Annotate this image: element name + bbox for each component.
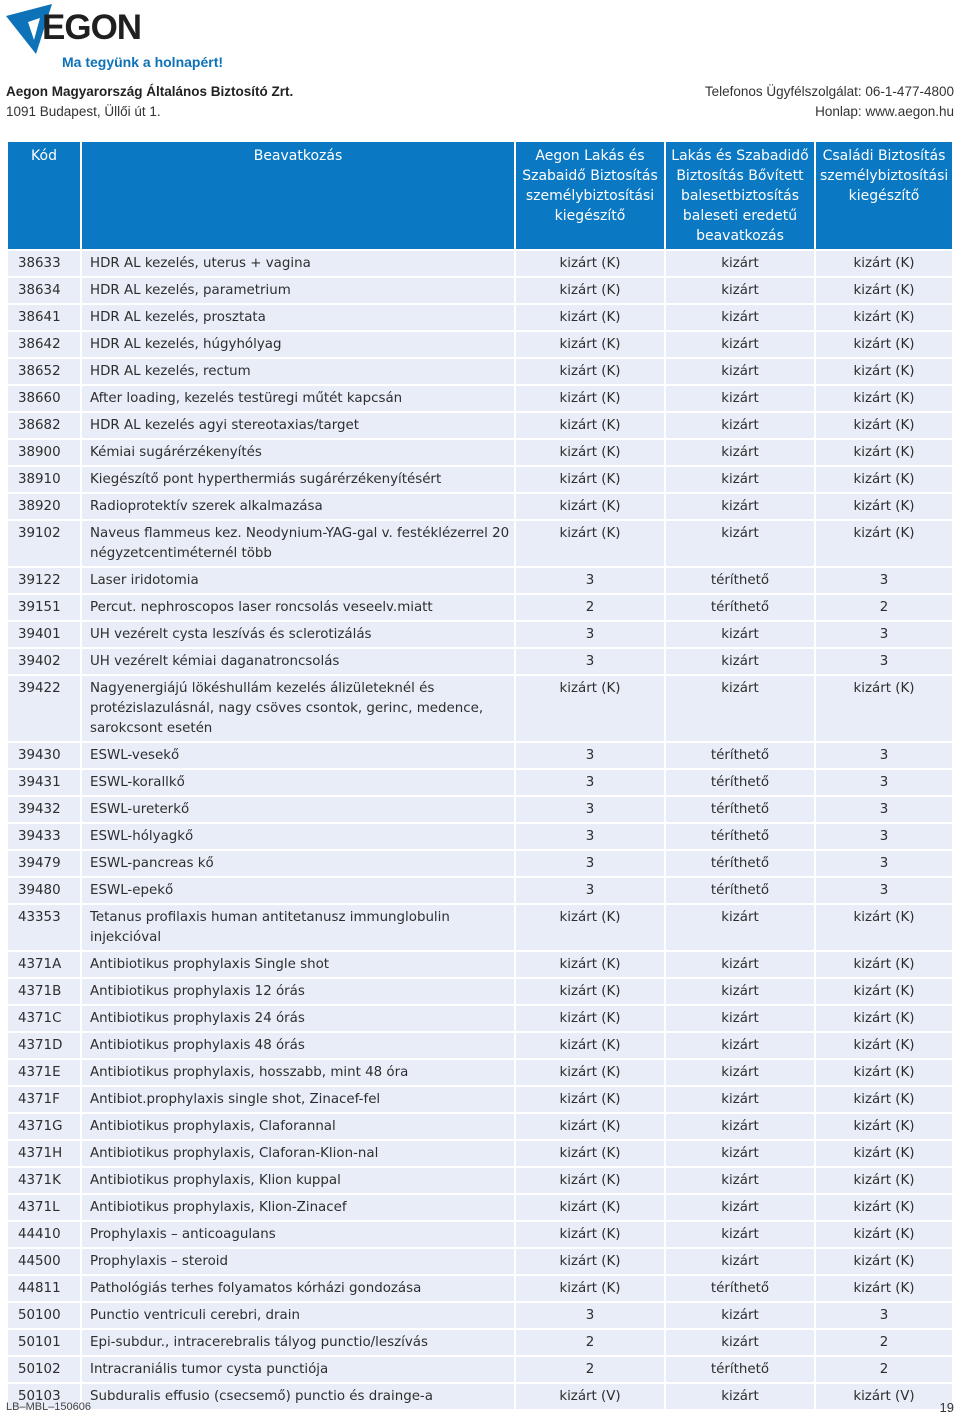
row-procedure: ESWL-ureterkő bbox=[82, 797, 514, 822]
row-col-c: kizárt (K) bbox=[816, 952, 952, 977]
row-col-b: kizárt bbox=[666, 952, 814, 977]
row-col-a: kizárt (K) bbox=[516, 1249, 664, 1274]
table-row bbox=[8, 979, 952, 1004]
row-code: 39433 bbox=[8, 824, 80, 849]
row-code: 39102 bbox=[8, 521, 80, 566]
document-code: LB–MBL–150606 bbox=[6, 1401, 92, 1413]
table-row bbox=[8, 1114, 952, 1139]
row-procedure: ESWL-hólyagkő bbox=[82, 824, 514, 849]
row-code: 4371D bbox=[8, 1033, 80, 1058]
table-row bbox=[8, 568, 952, 593]
row-procedure: Radioprotektív szerek alkalmazása bbox=[82, 494, 514, 519]
row-col-c: kizárt (K) bbox=[816, 1141, 952, 1166]
row-col-a: kizárt (K) bbox=[516, 521, 664, 566]
table-row bbox=[8, 1357, 952, 1382]
row-col-b: kizárt bbox=[666, 1141, 814, 1166]
table-row bbox=[8, 622, 952, 647]
company-info bbox=[6, 82, 293, 122]
row-col-a: kizárt (K) bbox=[516, 1141, 664, 1166]
table-row bbox=[8, 595, 952, 620]
row-procedure: Tetanus profilaxis human antitetanusz immunglobulin injekcióval bbox=[82, 905, 514, 950]
contact-phone: Telefonos Ügyfélszolgálat: 06-1-477-4800 bbox=[704, 84, 954, 99]
row-col-c: kizárt (K) bbox=[816, 1222, 952, 1247]
row-code: 50100 bbox=[8, 1303, 80, 1328]
row-procedure: HDR AL kezelés, uterus + vagina bbox=[82, 251, 514, 276]
row-col-c: 3 bbox=[816, 797, 952, 822]
row-col-c: 3 bbox=[816, 824, 952, 849]
table-row bbox=[8, 649, 952, 674]
row-code: 4371H bbox=[8, 1141, 80, 1166]
row-procedure: HDR AL kezelés, húgyhólyag bbox=[82, 332, 514, 357]
row-procedure: Prophylaxis – anticoagulans bbox=[82, 1222, 514, 1247]
row-col-b: kizárt bbox=[666, 1384, 814, 1409]
row-col-b: kizárt bbox=[666, 1249, 814, 1274]
row-col-c: 2 bbox=[816, 1330, 952, 1355]
table-row bbox=[8, 851, 952, 876]
header-col-a: Aegon Lakás és Szabaidő Biztosítás személybiztosítási kiegészítő bbox=[516, 142, 664, 249]
row-col-b: kizárt bbox=[666, 1330, 814, 1355]
row-code: 39151 bbox=[8, 595, 80, 620]
row-procedure: ESWL-korallkő bbox=[82, 770, 514, 795]
row-col-c: kizárt (K) bbox=[816, 979, 952, 1004]
row-code: 50101 bbox=[8, 1330, 80, 1355]
row-col-a: kizárt (K) bbox=[516, 1276, 664, 1301]
table-row bbox=[8, 1276, 952, 1301]
row-procedure: Intracraniális tumor cysta punctiója bbox=[82, 1357, 514, 1382]
header-code: Kód bbox=[8, 142, 80, 249]
row-col-a: 3 bbox=[516, 649, 664, 674]
row-col-a: kizárt (K) bbox=[516, 332, 664, 357]
table-row bbox=[8, 1384, 952, 1409]
row-procedure: ESWL-epekő bbox=[82, 878, 514, 903]
table-row bbox=[8, 1303, 952, 1328]
row-procedure: Antibiotikus prophylaxis, Klion kuppal bbox=[82, 1168, 514, 1193]
row-col-a: 3 bbox=[516, 770, 664, 795]
row-code: 38652 bbox=[8, 359, 80, 384]
row-procedure: Nagyenergiájú lökéshullám kezelés álizületeknél és protézislazulásnál, nagy csöves csontok, gerinc, medence, sarokcsont esetén bbox=[82, 676, 514, 741]
company-name: Aegon Magyarország Általános Biztosító Zrt. bbox=[6, 84, 294, 99]
table-row bbox=[8, 1006, 952, 1031]
table-row bbox=[8, 905, 952, 950]
header-col-c: Családi Biztosítás személybiztosítási kiegészítő bbox=[816, 142, 952, 249]
row-code: 39402 bbox=[8, 649, 80, 674]
row-col-b: téríthető bbox=[666, 1276, 814, 1301]
table-row bbox=[8, 413, 952, 438]
row-col-b: kizárt bbox=[666, 440, 814, 465]
row-code: 38682 bbox=[8, 413, 80, 438]
row-code: 39430 bbox=[8, 743, 80, 768]
row-col-b: téríthető bbox=[666, 595, 814, 620]
row-code: 4371A bbox=[8, 952, 80, 977]
row-col-a: kizárt (K) bbox=[516, 1087, 664, 1112]
row-col-b: kizárt bbox=[666, 386, 814, 411]
row-col-c: 3 bbox=[816, 568, 952, 593]
row-col-a: 2 bbox=[516, 1357, 664, 1382]
row-col-c: 2 bbox=[816, 1357, 952, 1382]
row-col-b: kizárt bbox=[666, 1114, 814, 1139]
row-procedure: Antibiot.prophylaxis single shot, Zinacef-fel bbox=[82, 1087, 514, 1112]
table-row bbox=[8, 952, 952, 977]
row-code: 38920 bbox=[8, 494, 80, 519]
row-col-b: kizárt bbox=[666, 521, 814, 566]
row-col-b: kizárt bbox=[666, 1222, 814, 1247]
row-col-c: 3 bbox=[816, 622, 952, 647]
row-col-c: kizárt (K) bbox=[816, 1276, 952, 1301]
table-row bbox=[8, 824, 952, 849]
row-code: 50103 bbox=[8, 1384, 80, 1409]
row-procedure: Pathológiás terhes folyamatos kórházi gondozása bbox=[82, 1276, 514, 1301]
table-row bbox=[8, 278, 952, 303]
row-code: 43353 bbox=[8, 905, 80, 950]
row-col-b: kizárt bbox=[666, 278, 814, 303]
table-row bbox=[8, 494, 952, 519]
row-col-b: kizárt bbox=[666, 467, 814, 492]
row-col-a: 3 bbox=[516, 824, 664, 849]
row-col-b: kizárt bbox=[666, 649, 814, 674]
table-row bbox=[8, 251, 952, 276]
row-col-c: kizárt (K) bbox=[816, 1168, 952, 1193]
row-col-c: kizárt (K) bbox=[816, 1087, 952, 1112]
table-row bbox=[8, 1222, 952, 1247]
row-col-c: kizárt (K) bbox=[816, 413, 952, 438]
row-col-a: 3 bbox=[516, 851, 664, 876]
table-row bbox=[8, 305, 952, 330]
table-row bbox=[8, 1033, 952, 1058]
row-col-a: kizárt (K) bbox=[516, 676, 664, 741]
row-code: 39431 bbox=[8, 770, 80, 795]
row-col-c: kizárt (K) bbox=[816, 1060, 952, 1085]
table-row bbox=[8, 770, 952, 795]
row-col-b: téríthető bbox=[666, 568, 814, 593]
row-col-a: 3 bbox=[516, 622, 664, 647]
row-col-c: kizárt (K) bbox=[816, 278, 952, 303]
row-col-a: 3 bbox=[516, 1303, 664, 1328]
logo-slogan: Ma tegyünk a holnapért! bbox=[62, 54, 224, 70]
table-row bbox=[8, 1168, 952, 1193]
row-procedure: Antibiotikus prophylaxis 12 órás bbox=[82, 979, 514, 1004]
row-code: 39122 bbox=[8, 568, 80, 593]
row-col-c: kizárt (K) bbox=[816, 359, 952, 384]
row-col-c: kizárt (K) bbox=[816, 1114, 952, 1139]
row-code: 4371F bbox=[8, 1087, 80, 1112]
row-col-c: kizárt (K) bbox=[816, 332, 952, 357]
contact-web: Honlap: www.aegon.hu bbox=[815, 104, 954, 119]
row-procedure: Punctio ventriculi cerebri, drain bbox=[82, 1303, 514, 1328]
row-procedure: ESWL-pancreas kő bbox=[82, 851, 514, 876]
row-col-a: kizárt (K) bbox=[516, 467, 664, 492]
row-col-b: kizárt bbox=[666, 251, 814, 276]
row-col-b: kizárt bbox=[666, 359, 814, 384]
header-col-b: Lakás és Szabadidő Biztosítás Bővített balesetbiztosítás baleseti eredetű beavatkozás bbox=[666, 142, 814, 249]
contact-info bbox=[705, 82, 954, 122]
row-col-c: 3 bbox=[816, 851, 952, 876]
table-row bbox=[8, 743, 952, 768]
row-code: 44811 bbox=[8, 1276, 80, 1301]
table-row bbox=[8, 1195, 952, 1220]
row-procedure: Antibiotikus prophylaxis Single shot bbox=[82, 952, 514, 977]
row-col-b: kizárt bbox=[666, 1060, 814, 1085]
row-col-c: kizárt (K) bbox=[816, 467, 952, 492]
row-procedure: HDR AL kezelés, parametrium bbox=[82, 278, 514, 303]
row-procedure: Antibiotikus prophylaxis, Klion-Zinacef bbox=[82, 1195, 514, 1220]
table-body bbox=[8, 251, 952, 1409]
row-procedure: UH vezérelt cysta leszívás és sclerotizálás bbox=[82, 622, 514, 647]
aegon-logo bbox=[6, 4, 236, 70]
row-col-a: kizárt (K) bbox=[516, 1114, 664, 1139]
row-code: 4371L bbox=[8, 1195, 80, 1220]
row-procedure: Kémiai sugárérzékenyítés bbox=[82, 440, 514, 465]
row-code: 38633 bbox=[8, 251, 80, 276]
row-code: 39480 bbox=[8, 878, 80, 903]
row-col-a: kizárt (K) bbox=[516, 278, 664, 303]
row-procedure: Prophylaxis – steroid bbox=[82, 1249, 514, 1274]
row-code: 38642 bbox=[8, 332, 80, 357]
row-col-b: kizárt bbox=[666, 1033, 814, 1058]
row-col-c: kizárt (K) bbox=[816, 1249, 952, 1274]
row-col-b: téríthető bbox=[666, 824, 814, 849]
table-header-row bbox=[8, 142, 952, 249]
table-row bbox=[8, 386, 952, 411]
row-col-c: kizárt (K) bbox=[816, 1195, 952, 1220]
row-procedure: Kiegészítő pont hyperthermiás sugárérzékenyítésért bbox=[82, 467, 514, 492]
row-col-c: kizárt (K) bbox=[816, 386, 952, 411]
row-col-b: kizárt bbox=[666, 979, 814, 1004]
row-col-a: kizárt (K) bbox=[516, 1060, 664, 1085]
row-col-a: kizárt (K) bbox=[516, 386, 664, 411]
table-row bbox=[8, 332, 952, 357]
table-row bbox=[8, 1087, 952, 1112]
row-code: 38910 bbox=[8, 467, 80, 492]
row-col-a: 2 bbox=[516, 1330, 664, 1355]
row-col-a: 2 bbox=[516, 595, 664, 620]
row-col-c: 3 bbox=[816, 649, 952, 674]
row-code: 39422 bbox=[8, 676, 80, 741]
row-procedure: Percut. nephroscopos laser roncsolás veseelv.miatt bbox=[82, 595, 514, 620]
row-col-a: 3 bbox=[516, 797, 664, 822]
row-col-c: kizárt (K) bbox=[816, 251, 952, 276]
row-code: 38641 bbox=[8, 305, 80, 330]
page-number: 19 bbox=[939, 1400, 954, 1415]
row-col-a: kizárt (K) bbox=[516, 1006, 664, 1031]
row-col-c: 3 bbox=[816, 1303, 952, 1328]
row-col-c: 3 bbox=[816, 743, 952, 768]
row-procedure: HDR AL kezelés, prosztata bbox=[82, 305, 514, 330]
row-code: 44410 bbox=[8, 1222, 80, 1247]
company-address: 1091 Budapest, Üllői út 1. bbox=[6, 104, 161, 119]
row-code: 4371E bbox=[8, 1060, 80, 1085]
row-procedure: After loading, kezelés testüregi műtét kapcsán bbox=[82, 386, 514, 411]
row-col-a: kizárt (K) bbox=[516, 952, 664, 977]
table-row bbox=[8, 797, 952, 822]
row-col-b: kizárt bbox=[666, 1087, 814, 1112]
row-col-b: téríthető bbox=[666, 797, 814, 822]
row-procedure: Antibiotikus prophylaxis 24 órás bbox=[82, 1006, 514, 1031]
row-col-a: kizárt (V) bbox=[516, 1384, 664, 1409]
logo-wordmark: EGON bbox=[42, 8, 142, 47]
row-col-c: kizárt (K) bbox=[816, 305, 952, 330]
row-col-a: 3 bbox=[516, 568, 664, 593]
table-row bbox=[8, 1060, 952, 1085]
row-code: 50102 bbox=[8, 1357, 80, 1382]
row-col-a: kizárt (K) bbox=[516, 1222, 664, 1247]
row-code: 4371B bbox=[8, 979, 80, 1004]
row-col-b: téríthető bbox=[666, 851, 814, 876]
row-col-c: kizárt (K) bbox=[816, 440, 952, 465]
row-col-b: kizárt bbox=[666, 1303, 814, 1328]
row-code: 38900 bbox=[8, 440, 80, 465]
table-row bbox=[8, 467, 952, 492]
row-col-b: kizárt bbox=[666, 676, 814, 741]
row-col-a: kizárt (K) bbox=[516, 251, 664, 276]
row-col-c: kizárt (K) bbox=[816, 1033, 952, 1058]
row-col-c: kizárt (V) bbox=[816, 1384, 952, 1409]
row-col-a: kizárt (K) bbox=[516, 305, 664, 330]
row-procedure: HDR AL kezelés agyi stereotaxias/target bbox=[82, 413, 514, 438]
row-col-b: kizárt bbox=[666, 1168, 814, 1193]
row-col-a: kizárt (K) bbox=[516, 413, 664, 438]
row-col-c: kizárt (K) bbox=[816, 1006, 952, 1031]
row-procedure: HDR AL kezelés, rectum bbox=[82, 359, 514, 384]
row-procedure: Antibiotikus prophylaxis 48 órás bbox=[82, 1033, 514, 1058]
row-col-b: téríthető bbox=[666, 1357, 814, 1382]
header-procedure: Beavatkozás bbox=[82, 142, 514, 249]
table-row bbox=[8, 359, 952, 384]
row-procedure: Naveus flammeus kez. Neodynium-YAG-gal v. festéklézerrel 20 négyzetcentiméternél több bbox=[82, 521, 514, 566]
row-col-a: kizárt (K) bbox=[516, 905, 664, 950]
row-procedure: ESWL-vesekő bbox=[82, 743, 514, 768]
row-col-a: kizárt (K) bbox=[516, 1033, 664, 1058]
row-col-b: kizárt bbox=[666, 305, 814, 330]
row-col-b: kizárt bbox=[666, 494, 814, 519]
table-row bbox=[8, 1249, 952, 1274]
row-col-c: 3 bbox=[816, 878, 952, 903]
row-col-b: kizárt bbox=[666, 413, 814, 438]
row-col-b: kizárt bbox=[666, 332, 814, 357]
table-row bbox=[8, 676, 952, 741]
row-col-a: kizárt (K) bbox=[516, 1168, 664, 1193]
row-col-b: téríthető bbox=[666, 770, 814, 795]
row-col-c: kizárt (K) bbox=[816, 676, 952, 741]
row-code: 38660 bbox=[8, 386, 80, 411]
row-col-c: kizárt (K) bbox=[816, 905, 952, 950]
row-code: 4371C bbox=[8, 1006, 80, 1031]
row-code: 38634 bbox=[8, 278, 80, 303]
row-col-b: kizárt bbox=[666, 905, 814, 950]
table-row bbox=[8, 440, 952, 465]
row-code: 39401 bbox=[8, 622, 80, 647]
row-col-a: 3 bbox=[516, 878, 664, 903]
row-col-b: kizárt bbox=[666, 622, 814, 647]
row-col-c: kizárt (K) bbox=[816, 494, 952, 519]
row-col-b: téríthető bbox=[666, 878, 814, 903]
row-col-a: 3 bbox=[516, 743, 664, 768]
row-col-a: kizárt (K) bbox=[516, 494, 664, 519]
row-col-a: kizárt (K) bbox=[516, 440, 664, 465]
table-row bbox=[8, 521, 952, 566]
row-col-a: kizárt (K) bbox=[516, 359, 664, 384]
row-procedure: Subduralis effusio (csecsemő) punctio és drainge-a bbox=[82, 1384, 514, 1409]
table-row bbox=[8, 1141, 952, 1166]
row-col-a: kizárt (K) bbox=[516, 979, 664, 1004]
row-code: 4371G bbox=[8, 1114, 80, 1139]
row-code: 39432 bbox=[8, 797, 80, 822]
row-code: 44500 bbox=[8, 1249, 80, 1274]
row-col-a: kizárt (K) bbox=[516, 1195, 664, 1220]
table-row bbox=[8, 1330, 952, 1355]
row-procedure: Antibiotikus prophylaxis, hosszabb, mint 48 óra bbox=[82, 1060, 514, 1085]
row-procedure: Antibiotikus prophylaxis, Claforannal bbox=[82, 1114, 514, 1139]
row-procedure: Laser iridotomia bbox=[82, 568, 514, 593]
row-col-b: kizárt bbox=[666, 1006, 814, 1031]
row-col-b: téríthető bbox=[666, 743, 814, 768]
row-code: 4371K bbox=[8, 1168, 80, 1193]
row-code: 39479 bbox=[8, 851, 80, 876]
row-procedure: Epi-subdur., intracerebralis tályog punctio/leszívás bbox=[82, 1330, 514, 1355]
row-col-c: 2 bbox=[816, 595, 952, 620]
row-col-b: kizárt bbox=[666, 1195, 814, 1220]
row-procedure: UH vezérelt kémiai daganatroncsolás bbox=[82, 649, 514, 674]
row-col-c: 3 bbox=[816, 770, 952, 795]
table-row bbox=[8, 878, 952, 903]
row-col-c: kizárt (K) bbox=[816, 521, 952, 566]
procedures-table bbox=[6, 140, 954, 1411]
row-procedure: Antibiotikus prophylaxis, Claforan-Klion-nal bbox=[82, 1141, 514, 1166]
